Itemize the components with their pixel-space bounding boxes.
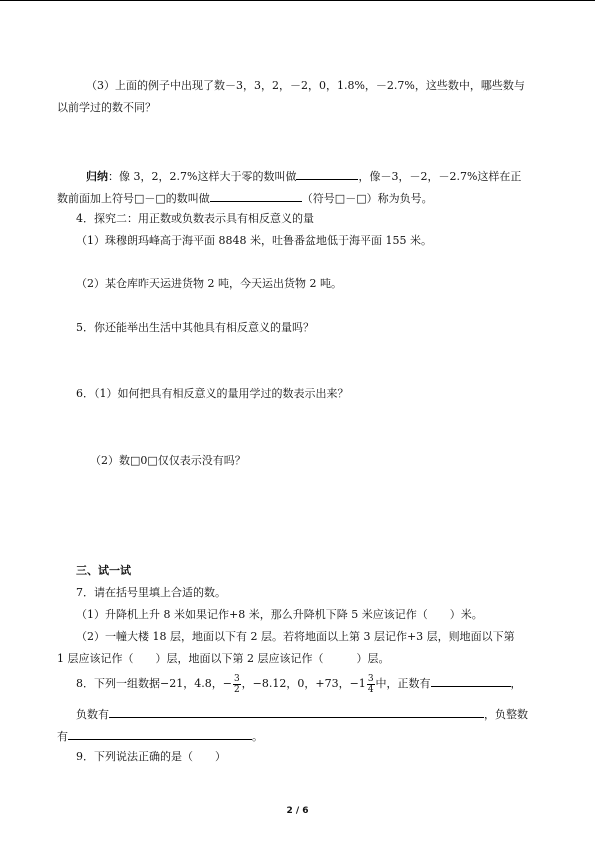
explore-item-2: （2）某仓库昨天运进货物 2 吨，今天运出货物 2 吨。 (76, 277, 342, 290)
question-6-item-1: 6．（1）如何把具有相反意义的量用学过的数表示出来？ (76, 387, 349, 400)
question-7-item-2-line-2: 1 层应该记作（ ）层，地面以下第 2 层应该记作（ ）层。 (57, 652, 390, 665)
q8-neg-sign: − (222, 677, 232, 690)
section-3-title: 三、试一试 (76, 564, 131, 577)
q8-text-b: ，−8.12，0，+73， (241, 677, 350, 690)
answer-blank-positive[interactable] (296, 168, 358, 180)
summary-text-1b: ，像－3，－2，－2.7%这样在正 (358, 170, 522, 183)
question-8-line-1 (76, 671, 522, 697)
summary-text-2a: 数前面加上符号□－□的数叫做 (57, 192, 210, 205)
summary-text-2b: （符号□－□）称为负号。 (301, 192, 433, 205)
fraction-2-denominator: 4 (367, 684, 374, 695)
q8-text-c: 中，正数有 (375, 677, 431, 690)
question-7-item-1: （1）升降机上升 8 米如果记作+8 米，那么升降机下降 5 米应该记作（ ）米。 (76, 608, 483, 621)
fraction-three-halves (233, 674, 241, 695)
page-top-border (0, 0, 595, 1)
q8-text-g: 。 (252, 730, 263, 743)
answer-blank-negative-integers[interactable] (68, 728, 252, 740)
fraction-three-quarters (367, 674, 375, 695)
answer-blank-positive-numbers[interactable] (431, 675, 511, 687)
question-6-item-2: （2）数□0□仅仅表示没有吗？ (90, 454, 246, 467)
page-number: 2 / 6 (286, 806, 309, 816)
question-3-line-2: 以前学过的数不同？ (57, 101, 156, 114)
explore-title: 4．探究二：用正数或负数表示具有相反意义的量 (76, 212, 314, 225)
answer-blank-negative[interactable] (210, 190, 302, 202)
question-8-line-3 (57, 728, 263, 744)
question-9: 9．下列说法正确的是（ ） (76, 750, 226, 763)
summary-label: 归纳 (86, 170, 108, 183)
q8-text-a: 8．下列一组数据−21，4.8， (76, 677, 223, 690)
fraction-2-numerator: 3 (367, 673, 374, 684)
explore-item-1: （1）珠穆朗玛峰高于海平面 8848 米，吐鲁番盆地低于海平面 155 米。 (76, 234, 432, 247)
question-5: 5．你还能举出生活中其他具有相反意义的量吗？ (76, 321, 314, 334)
answer-blank-negative-numbers[interactable] (109, 706, 484, 718)
q8-text-e: ，负整数 (484, 708, 528, 721)
summary-line-1 (86, 168, 521, 184)
q8-text-f: 有 (57, 730, 68, 743)
question-8-line-2 (76, 706, 528, 722)
fraction-1-denominator: 2 (233, 684, 240, 695)
summary-text-1a: ：像 3，2，2.7%这样大于零的数叫做 (108, 170, 297, 183)
summary-line-2 (57, 190, 433, 206)
q8-text-d: 负数有 (76, 708, 109, 721)
question-3-line-1: （3）上面的例子中出现了数－3，3，2，－2，0，1.8%，－2.7%，这些数中，哪些数与 (86, 79, 525, 92)
question-7: 7．请在括号里填上合适的数。 (76, 586, 226, 599)
fraction-1-numerator: 3 (233, 673, 240, 684)
q8-text-c-end: ， (510, 677, 522, 690)
question-7-item-2-line-1: （2）一幢大楼 18 层，地面以下有 2 层。若将地面以上第 3 层记作+3 层，则地面以下第 (76, 630, 515, 643)
q8-mixed-whole: −1 (349, 677, 366, 690)
